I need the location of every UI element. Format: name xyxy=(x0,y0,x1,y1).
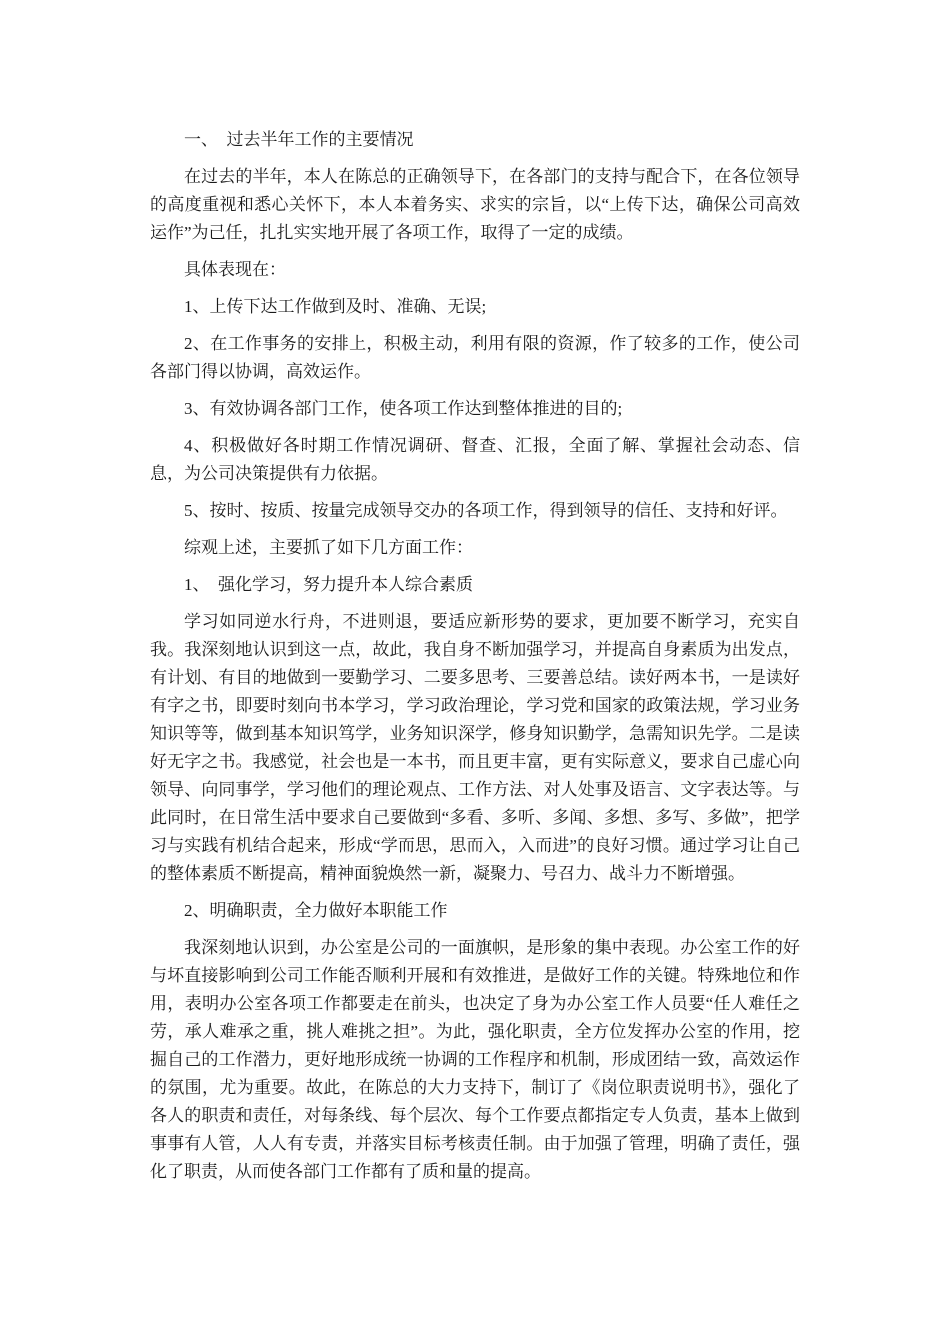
sub-heading-strengthen-learning: 1、 强化学习，努力提升本人综合素质 xyxy=(184,575,473,594)
list-item-5: 5、按时、按质、按量完成领导交办的各项工作，得到领导的信任、支持和好评。 xyxy=(184,501,788,520)
list-item-2: 2、在工作事务的安排上，积极主动，利用有限的资源，作了较多的工作，使公司各部门得以协调，高效运作。 xyxy=(150,334,800,381)
list-item-4: 4、积极做好各时期工作情况调研、督查、汇报，全面了解、掌握社会动态、信息，为公司决策提供有力依据。 xyxy=(150,436,800,483)
sub-heading-clarify-duties: 2、明确职责，全力做好本职能工作 xyxy=(184,901,448,920)
section-heading-main: 一、 过去半年工作的主要情况 xyxy=(184,130,414,149)
paragraph-lead-in: 具体表现在： xyxy=(184,260,286,279)
list-item-1: 1、上传下达工作做到及时、准确、无误; xyxy=(184,297,487,316)
paragraph-duties: 我深刻地认识到，办公室是公司的一面旗帜，是形象的集中表现。办公室工作的好与坏直接影响到公司工作能否顺利开展和有效推进，是做好工作的关键。特殊地位和作用，表明办公室各项工作都要走在前头，也决定了身为办公室工作人员要“任人难任之劳，承人难承之重，挑人难挑之担”。为此，强化职责，全方位发挥办公室的作用，挖掘自己的工作潜力，更好地形成统一协调的工作程序和机制，形成团结一致，高效运作的氛围，尤为重要。故此，在陈总的大力支持下，制订了《岗位职责说明书》，强化了各人的职责和责任，对每条线、每个层次、每个工作要点都指定专人负责，基本上做到事事有人管，人人有专责，并落实目标考核责任制。由于加强了管理，明确了责任，强化了职责，从而使各部门工作都有了质和量的提高。 xyxy=(150,938,800,1181)
paragraph-learning: 学习如同逆水行舟，不进则退，要适应新形势的要求，更加要不断学习，充实自我。我深刻地认识到这一点，故此，我自身不断加强学习，并提高自身素质为出发点，有计划、有目的地做到一要勤学习、二要多思考、三要善总结。读好两本书，一是读好有字之书，即要时刻向书本学习，学习政治理论，学习党和国家的政策法规，学习业务知识等等，做到基本知识笃学，业务知识深学，修身知识勤学，急需知识先学。二是读好无字之书。我感觉，社会也是一本书，而且更丰富，更有实际意义，要求自己虚心向领导、向同事学，学习他们的理论观点、工作方法、对人处事及语言、文字表达等。与此同时，在日常生活中要求自己要做到“多看、多听、多闻、多想、多写、多做”，把学习与实践有机结合起来，形成“学而思，思而入，入而进”的良好习惯。通过学习让自己的整体素质不断提高，精神面貌焕然一新，凝聚力、号召力、战斗力不断增强。 xyxy=(150,612,800,883)
paragraph-summary-lead: 综观上述，主要抓了如下几方面工作： xyxy=(184,538,473,557)
paragraph-intro: 在过去的半年，本人在陈总的正确领导下，在各部门的支持与配合下，在各位领导的高度重视和悉心关怀下，本人本着务实、求实的宗旨，以“上传下达，确保公司高效运作”为己任，扎扎实实地开展了各项工作，取得了一定的成绩。 xyxy=(150,167,800,242)
list-item-3: 3、有效协调各部门工作，使各项工作达到整体推进的目的; xyxy=(184,399,623,418)
